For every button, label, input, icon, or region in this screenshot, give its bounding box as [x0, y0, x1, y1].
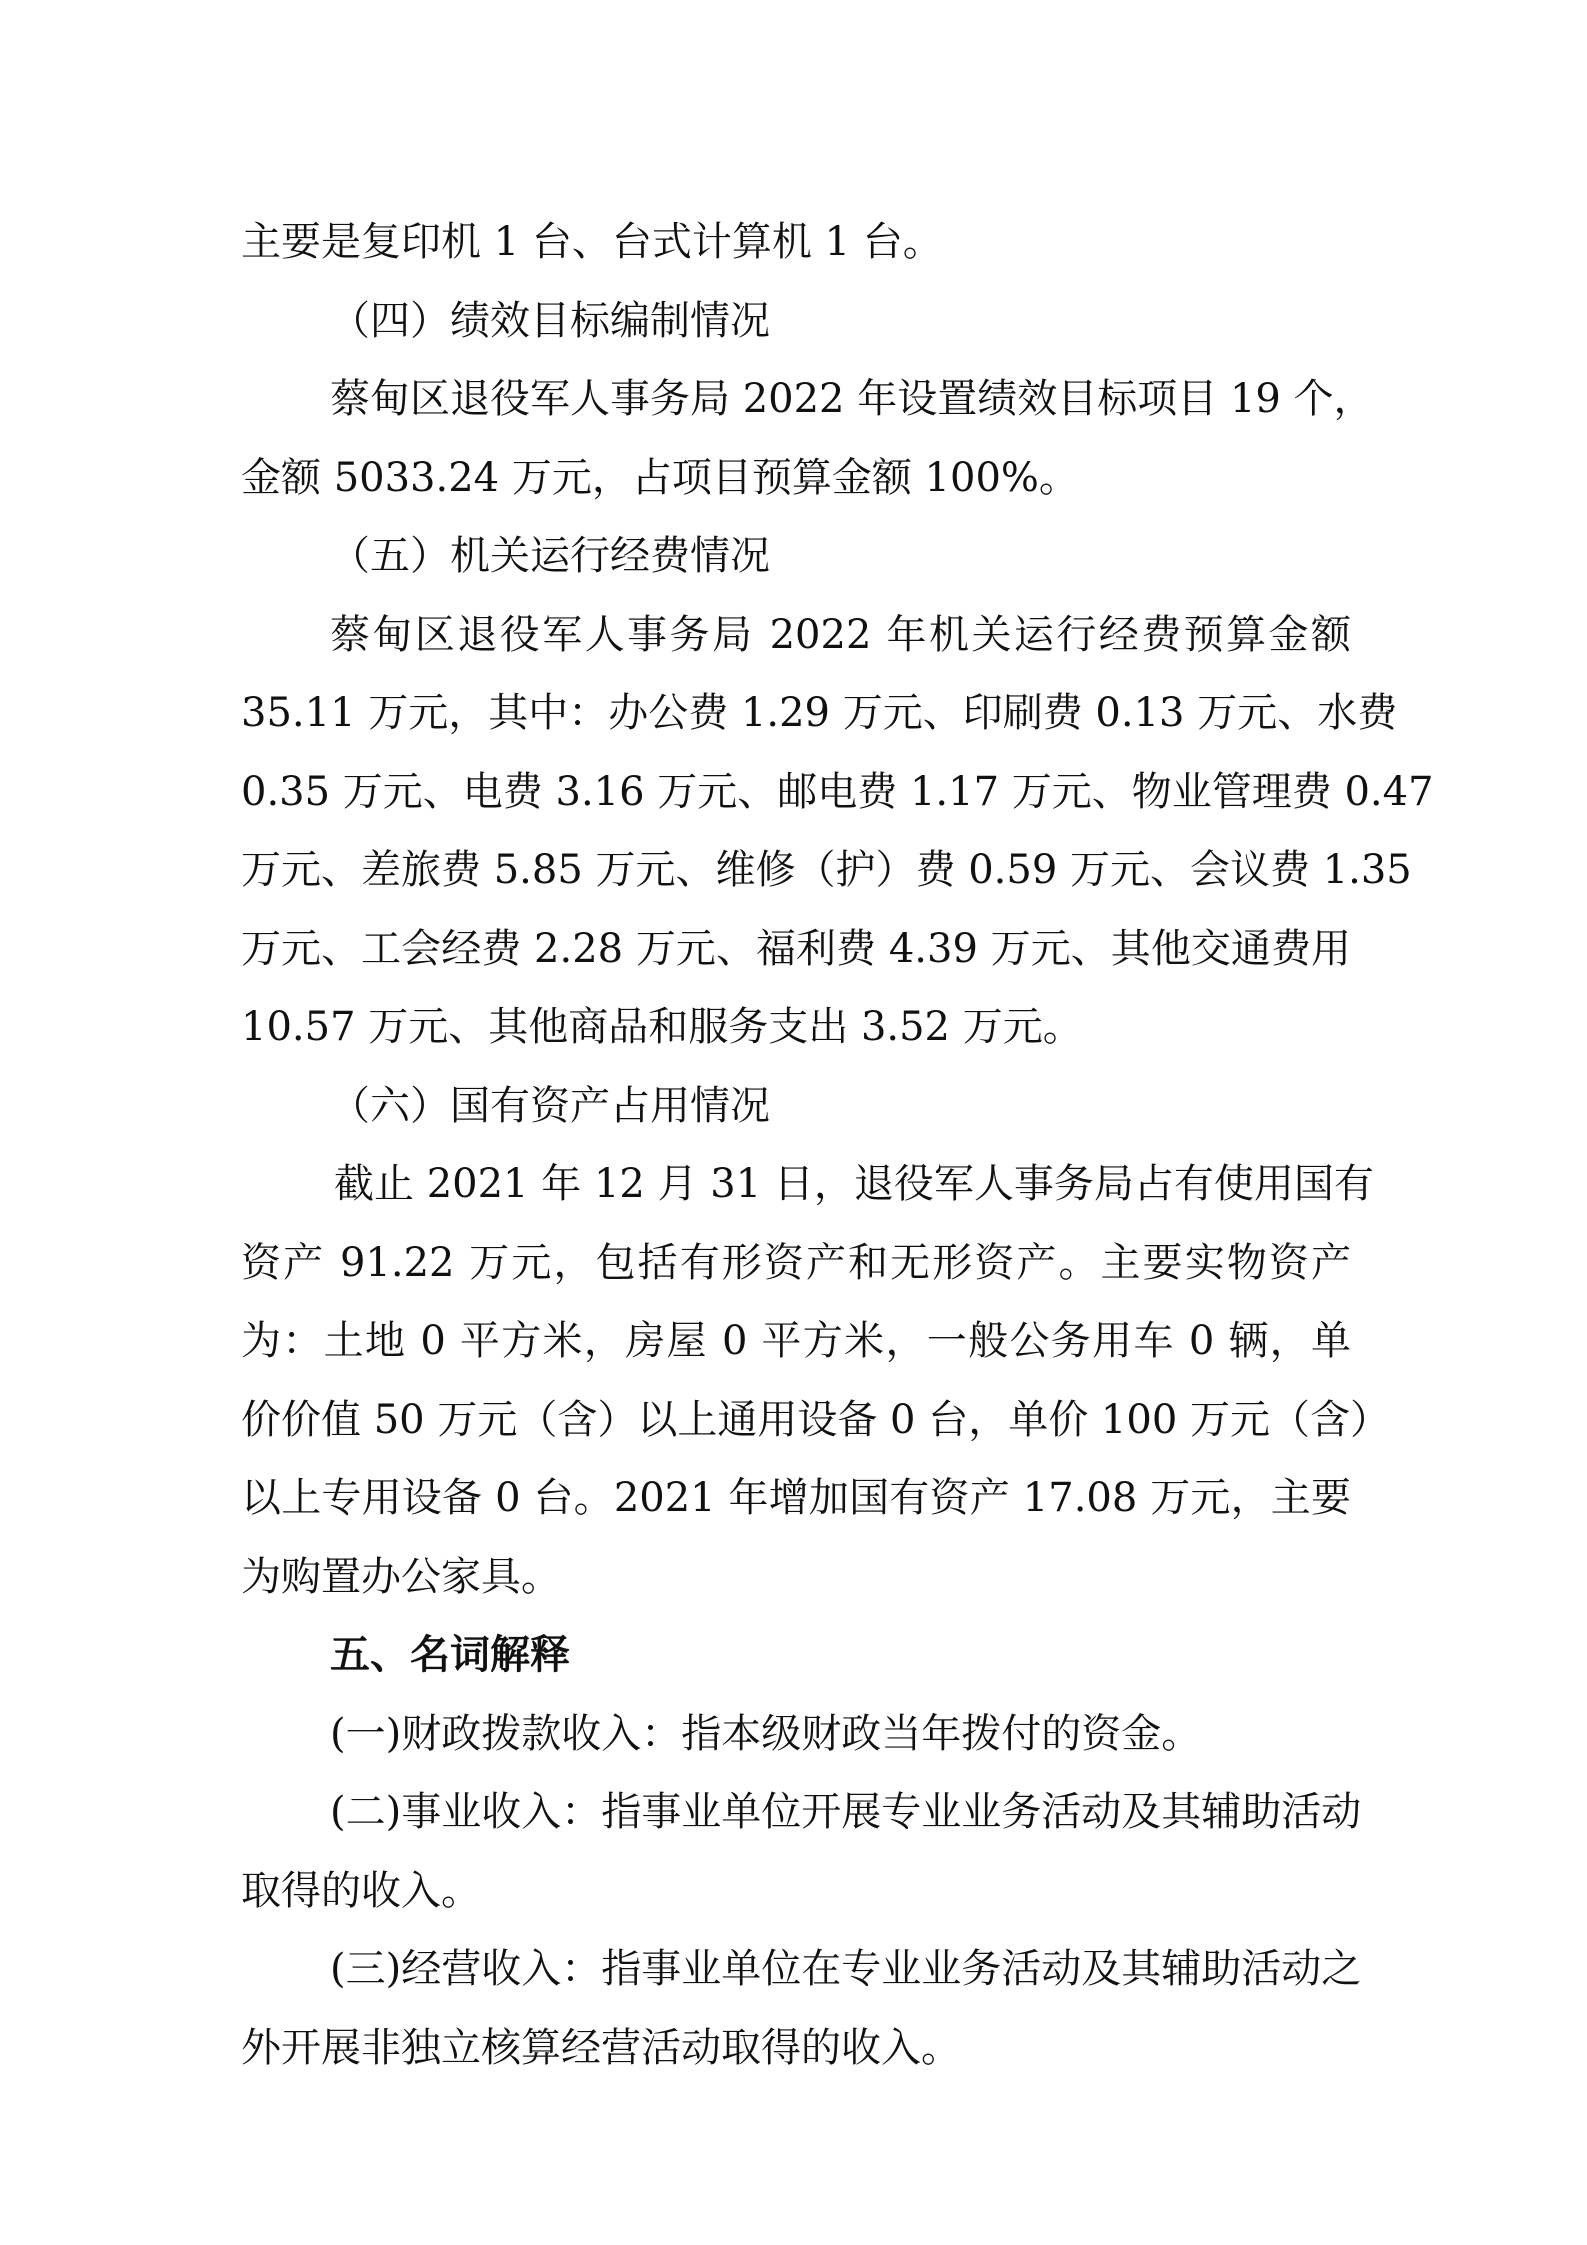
section-heading: （六）国有资产占用情况: [330, 1083, 770, 1129]
text-line: 主要是复印机 1 台、台式计算机 1 台。: [241, 219, 943, 265]
text-line: 蔡甸区退役军人事务局 2022 年设置绩效目标项目 19 个，: [330, 376, 1374, 422]
definition-line: (三)经营收入：指事业单位在专业业务活动及其辅助活动之: [330, 1946, 1362, 1992]
text-line: 万元、差旅费 5.85 万元、维修（护）费 0.59 万元、会议费 1.35: [241, 847, 1412, 893]
definition-line: (一)财政拨款收入：指本级财政当年拨付的资金。: [330, 1711, 1202, 1757]
text-line: 0.35 万元、电费 3.16 万元、邮电费 1.17 万元、物业管理费 0.47: [241, 769, 1434, 815]
text-line: 35.11 万元，其中：办公费 1.29 万元、印刷费 0.13 万元、水费: [241, 690, 1398, 736]
definition-line: 取得的收入。: [241, 1868, 481, 1914]
text-line: 蔡甸区退役军人事务局 2022 年机关运行经费预算金额: [330, 612, 1351, 658]
text-line: 资产 91.22 万元，包括有形资产和无形资产。主要实物资产: [241, 1240, 1351, 1286]
text-line: 为购置办公家具。: [241, 1554, 561, 1600]
definition-line: 外开展非独立核算经营活动取得的收入。: [241, 2025, 961, 2071]
definition-line: (二)事业收入：指事业单位开展专业业务活动及其辅助活动: [330, 1789, 1362, 1835]
section-heading: （四）绩效目标编制情况: [330, 298, 770, 344]
section-heading: 五、名词解释: [330, 1632, 570, 1678]
text-line: 金额 5033.24 万元，占项目预算金额 100%。: [241, 455, 1079, 501]
text-line: 价价值 50 万元（含）以上通用设备 0 台，单价 100 万元（含）: [241, 1397, 1390, 1443]
text-line: 10.57 万元、其他商品和服务支出 3.52 万元。: [241, 1004, 1083, 1050]
text-line: 万元、工会经费 2.28 万元、福利费 4.39 万元、其他交通费用: [241, 926, 1351, 972]
text-line: 为：土地 0 平方米，房屋 0 平方米，一般公务用车 0 辆，单: [241, 1318, 1351, 1364]
section-heading: （五）机关运行经费情况: [330, 533, 770, 579]
text-line: 截止 2021 年 12 月 31 日，退役军人事务局占有使用国有: [334, 1161, 1374, 1207]
text-line: 以上专用设备 0 台。2021 年增加国有资产 17.08 万元，主要: [241, 1475, 1351, 1521]
